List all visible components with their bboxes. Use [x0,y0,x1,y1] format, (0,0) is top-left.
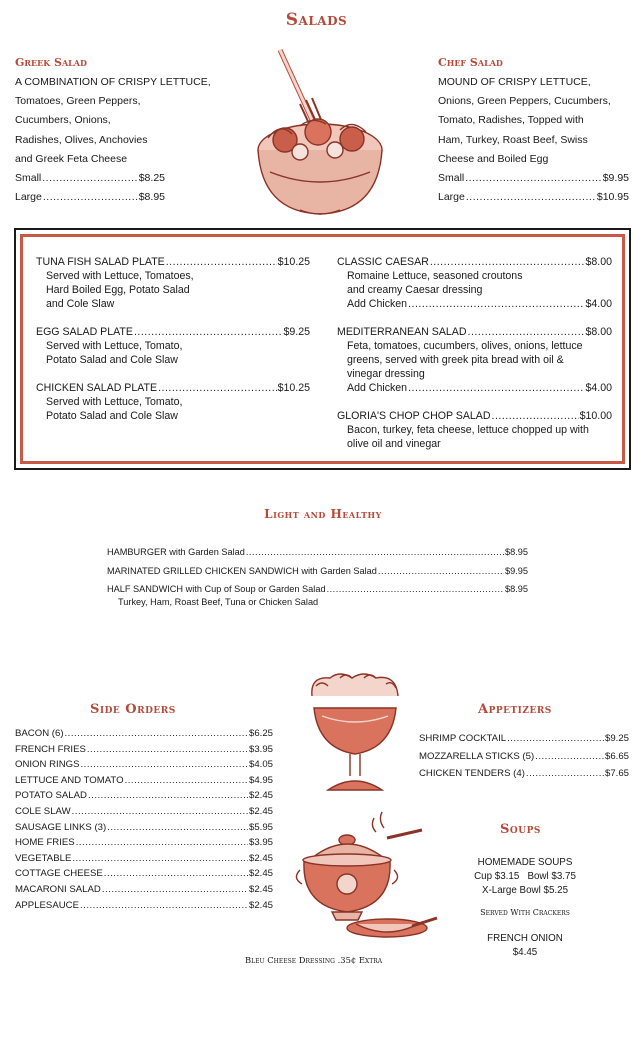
side-item: MACARONI SALAD ..... $2.45 [15,882,273,898]
plate-chicken: CHICKEN SALAD PLATE ..... $10.25 Served with Lettuce, Tomato, Potato Salad and Cole Slaw [36,381,310,423]
salads-title: Salads [285,10,348,30]
side-orders-title: Side Orders [90,702,176,717]
side-item: POTATO SALAD ..... $2.45 [15,788,273,804]
side-item: ONION RINGS ..... $4.05 [15,757,273,773]
side-item: FRENCH FRIES ..... $3.95 [15,742,273,758]
plate-caesar: CLASSIC CAESAR ..... $8.00 Romaine Lettuce, seasoned croutons and creamy Caesar dressing Add Chicken ..... $4.00 [337,255,612,311]
greek-salad-title: Greek Salad [15,56,87,69]
greek-large-row: Large ..... $8.95 [15,188,165,207]
soup-tureen-icon [292,808,442,948]
shrimp-cocktail-icon [300,668,410,798]
greek-salad-desc: A COMBINATION OF CRISPY LETTUCE, Tomatoes, Green Peppers, Cucumbers, Onions, Radishes, Olives, Anchovies and Greek Feta Cheese Small ..... $8.25 Large ..... $8.95 [15,73,165,207]
greek-salad-section [15,55,211,207]
appetizers-list [419,730,629,783]
side-item: COLE SLAW ..... $2.45 [15,804,273,820]
chef-salad-title: Chef Salad [438,56,503,69]
chef-large-row: Large ..... $10.95 [438,188,629,207]
salad-plates-inner [20,234,625,464]
appetizers-title: Appetizers [478,702,552,717]
side-item: LETTUCE AND TOMATO ..... $4.95 [15,773,273,789]
chef-salad-section [438,55,629,207]
side-item: SAUSAGE LINKS (3) ..... $5.95 [15,820,273,836]
soups-info: HOMEMADE SOUPS Cup $3.15 Bowl $3.75 X-Large Bowl $5.25 Served With Crackers FRENCH ONION $4.45 [474,857,576,958]
plates-right-column [337,255,612,451]
greek-small-row: Small ..... $8.25 [15,169,165,188]
plates-left-column [36,255,310,423]
light-item-half-sandwich: HALF SANDWICH with Cup of Soup or Garden Salad ..... $8.95 [107,583,528,596]
light-healthy-list [107,543,528,609]
chef-salad-desc: MOUND OF CRISPY LETTUCE, Onions, Green Peppers, Cucumbers, Tomato, Radishes, Topped with Ham, Turkey, Roast Beef, Swiss Cheese and Boiled Egg Small ..... $9.95 Large ..... $10.95 [438,73,629,207]
light-item-chicken-sandwich: MARINATED GRILLED CHICKEN SANDWICH with Garden Salad ..... $9.95 [107,562,528,581]
side-item: BACON (6) ..... $6.25 [15,726,273,742]
light-healthy-title: Light and Healthy [264,507,382,521]
side-item: HOME FRIES ..... $3.95 [15,835,273,851]
plate-mediterranean: MEDITERRANEAN SALAD ..... $8.00 Feta, tomatoes, cucumbers, olives, onions, lettuce greens, served with greek pita bread with oil & vinegar dressing Add Chicken ..... $4.00 [337,325,612,395]
side-item: APPLESAUCE ..... $2.45 [15,898,273,914]
salad-plates-box [14,228,631,470]
chef-small-row: Small ..... $9.95 [438,169,629,188]
light-item-note: Turkey, Ham, Roast Beef, Tuna or Chicken Salad [118,597,319,607]
plate-tuna: TUNA FISH SALAD PLATE ..... $10.25 Served with Lettuce, Tomatoes, Hard Boiled Egg, Potato Salad and Cole Slaw [36,255,310,311]
side-item: VEGETABLE ..... $2.45 [15,851,273,867]
salad-bowl-icon [240,42,400,222]
plate-egg: EGG SALAD PLATE ..... $9.25 Served with Lettuce, Tomato, Potato Salad and Cole Slaw [36,325,310,367]
appetizer-item: CHICKEN TENDERS (4) ..... $7.65 [419,765,629,783]
plate-chop-chop: GLORIA'S CHOP CHOP SALAD ..... $10.00 Bacon, turkey, feta cheese, lettuce chopped up with olive oil and vinegar [337,409,612,451]
soups-title: Soups [500,822,541,837]
side-orders-list [15,726,273,913]
light-item-hamburger: HAMBURGER with Garden Salad ..... $8.95 [107,543,528,562]
side-item: COTTAGE CHEESE ..... $2.45 [15,866,273,882]
bleu-cheese-note: Bleu Cheese Dressing .35¢ Extra [245,955,383,965]
appetizer-item: SHRIMP COCKTAIL ..... $9.25 [419,730,629,748]
appetizer-item: MOZZARELLA STICKS (5) ..... $6.65 [419,748,629,766]
